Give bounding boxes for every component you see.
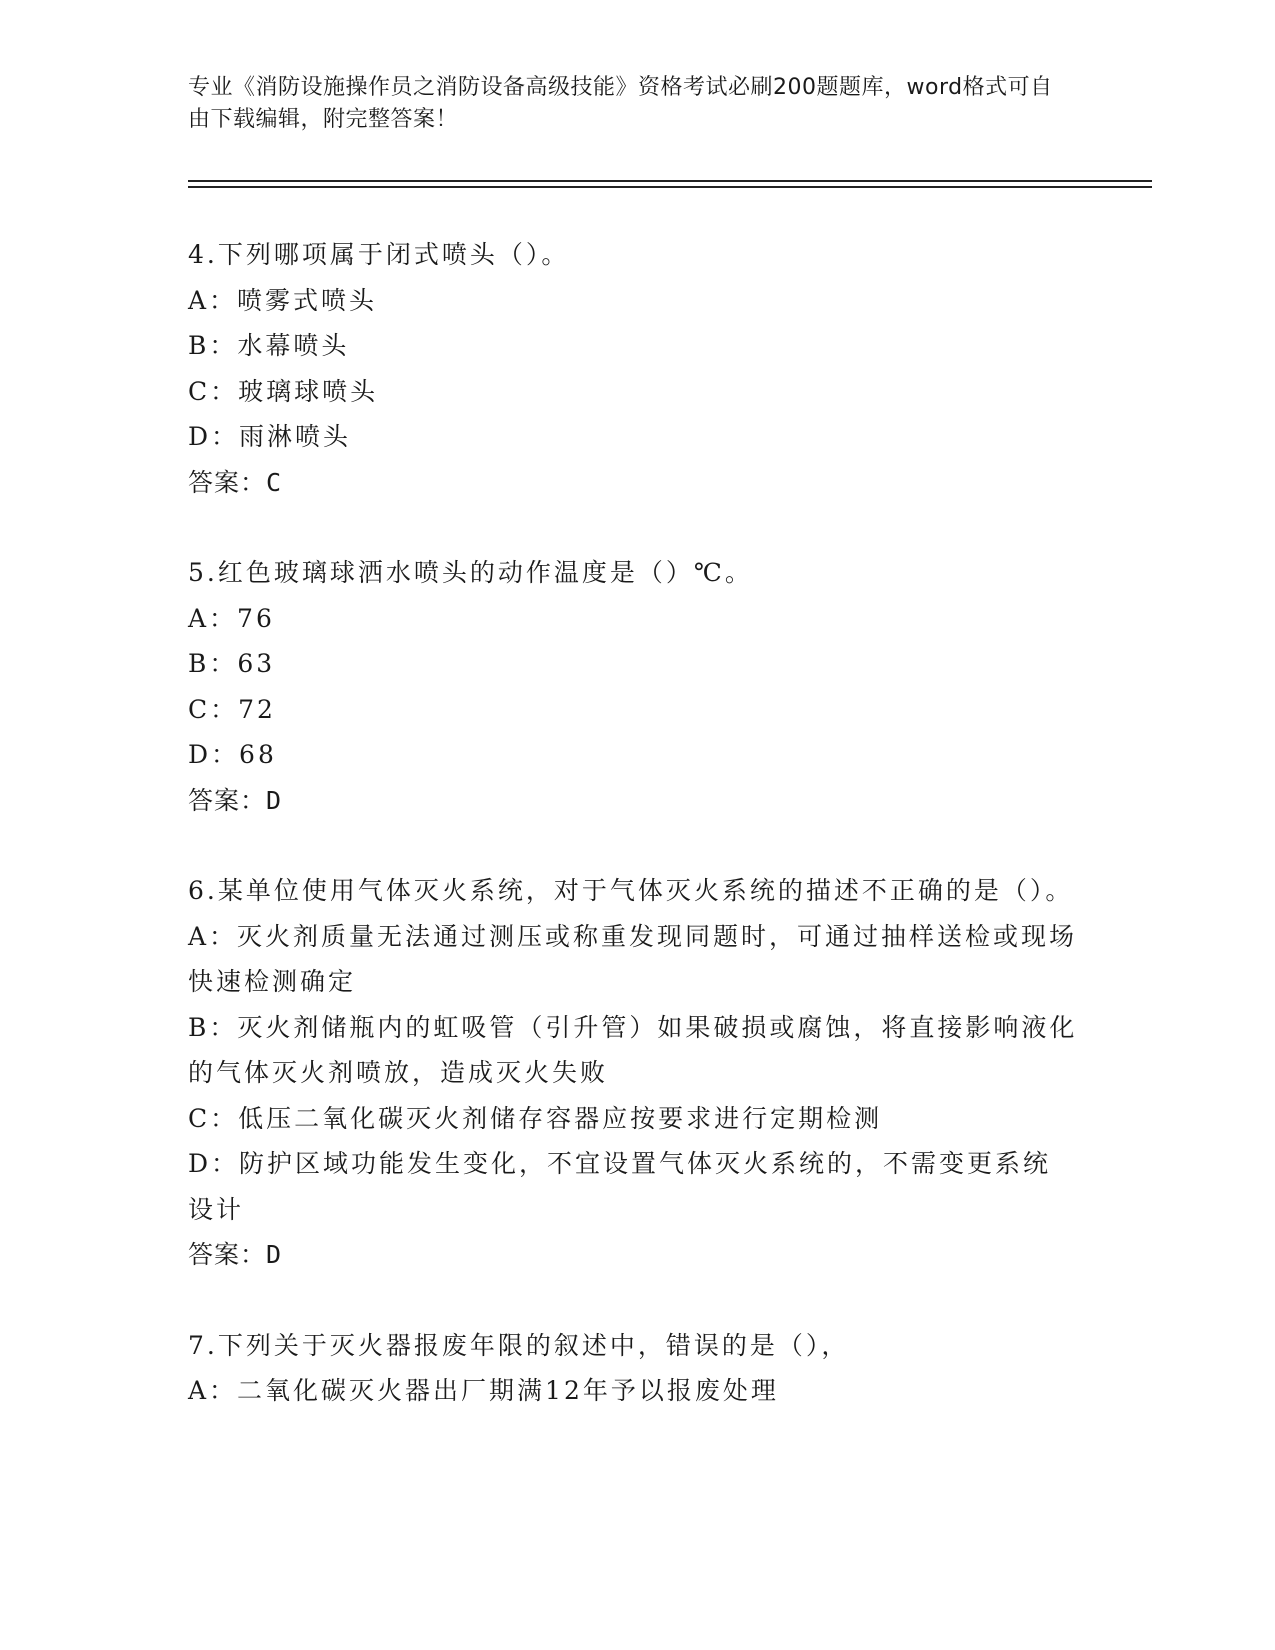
option-c: C：玻璃球喷头 [188, 376, 379, 406]
question-stem: 4.下列哪项属于闭式喷头（）。 [188, 240, 570, 269]
option-a: A：喷雾式喷头 [188, 285, 378, 315]
option-d: D：雨淋喷头 [188, 422, 352, 451]
option-c: C：低压二氧化碳灭火剂储存容器应按要求进行定期检测 [188, 1103, 883, 1133]
answer-value: D [266, 785, 283, 815]
document-header: 专业《消防设施操作员之消防设备高级技能》资格考试必刷200题题库，word格式可自由下载编辑，附完整答案！ [188, 75, 1053, 132]
option-c: C：72 [188, 694, 276, 724]
answer-label: 答案： [188, 467, 267, 497]
header-divider-bottom [188, 186, 1152, 188]
question-stem: 5.红色玻璃球洒水喷头的动作温度是（）℃。 [188, 558, 753, 587]
option-b: B：63 [188, 649, 276, 678]
answer-line [188, 778, 1078, 824]
header-divider-top [188, 180, 1152, 182]
option-d: D：防护区域功能发生变化，不宜设置气体灭火系统的，不需变更系统设计 [188, 1149, 1052, 1224]
question-stem: 7.下列关于灭火器报废年限的叙述中，错误的是（）， [188, 1330, 850, 1360]
question-item [188, 232, 1078, 505]
question-item [188, 1323, 1078, 1414]
answer-value: D [266, 1240, 283, 1269]
option-a: A：76 [188, 603, 275, 633]
option-d: D：68 [188, 740, 277, 769]
option-b: B：灭火剂储瓶内的虹吸管（引升管）如果破损或腐蚀，将直接影响液化的气体灭火剂喷放，造成灭火失败 [188, 1012, 1078, 1087]
answer-label: 答案： [188, 1240, 267, 1269]
option-a: A：灭火剂质量无法通过测压或称重发现同题时，可通过抽样送检或现场快速检测确定 [188, 921, 1078, 996]
answer-label: 答案： [188, 785, 267, 815]
question-item [188, 550, 1078, 823]
answer-line [188, 1232, 1078, 1278]
answer-value: C [266, 467, 283, 497]
option-a: A：二氧化碳灭火器出厂期满12年予以报废处理 [188, 1376, 779, 1405]
question-item [188, 868, 1078, 1278]
question-stem: 6.某单位使用气体灭火系统，对于气体灭火系统的描述不正确的是（）。 [188, 876, 1074, 905]
option-b: B：水幕喷头 [188, 331, 350, 360]
question-list [188, 232, 1078, 1414]
answer-line [188, 460, 1078, 506]
